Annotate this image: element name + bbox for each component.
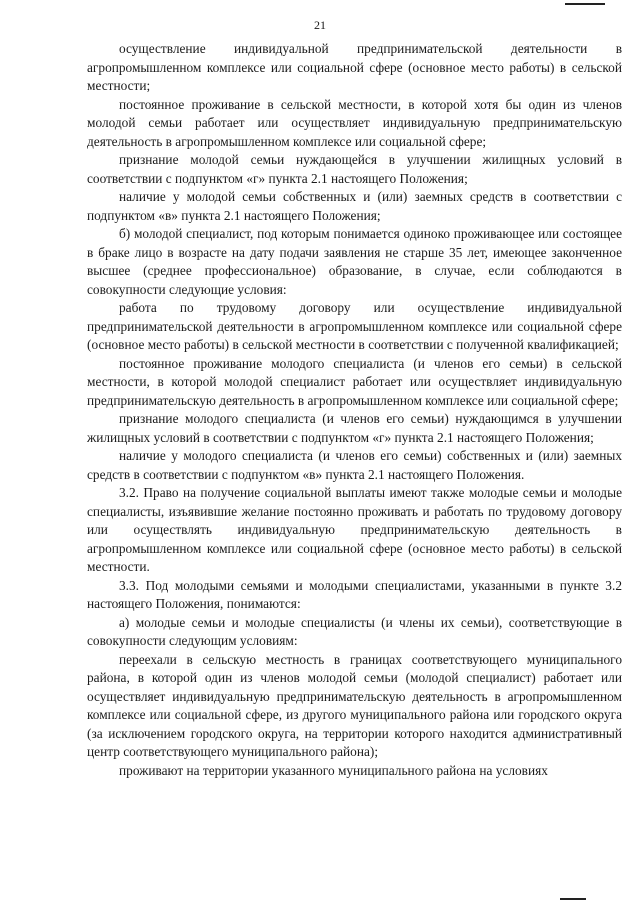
paragraph: признание молодого специалиста (и членов его семьи) нуждающимся в улучшении жилищных условий в соответствии с подпунктом «г» пункта 2.1 настоящего Положения; [87,411,622,445]
document-body [87,40,622,780]
paragraph: постоянное проживание молодого специалиста (и членов его семьи) в сельской местности, в которой молодой специалист работает или осуществляет индивидуальную предпринимательскую деятельность в агропромышленном комплексе или социальной сфере; [87,355,622,408]
paragraph: осуществление индивидуальной предпринимательской деятельности в агропромышленном комплексе или социальной сфере (основное место работы) в сельской местности; [87,41,622,93]
paragraph: наличие у молодой семьи собственных и (или) заемных средств в соответствии с подпунктом «в» пункта 2.1 настоящего Положения; [87,189,622,223]
paragraph: наличие у молодого специалиста (и членов его семьи) собственных и (или) заемных средств в соответствии с подпунктом «в» пункта 2.1 настоящего Положения. [87,448,622,482]
scan-mark [560,898,586,900]
paragraph: работа по трудовому договору или осуществление индивидуальной предпринимательской деятельности в агропромышленном комплексе или социальной сфере (основное место работы) в сельской местности в соответствии с полученной квалификацией; [87,300,622,352]
paragraph: проживают на территории указанного муниципального района на условиях [119,762,548,778]
page-number: 21 [314,18,326,32]
paragraph: 3.2. Право на получение социальной выплаты имеют также молодые семьи и молодые специалисты, изъявившие желание постоянно проживать и работать по трудовому договору или осуществлять индивидуальную предпринимательскую деятельность в агропромышленном комплексе или социальной сфере (основное место работы) в сельской местности. [87,485,622,574]
paragraph: б) молодой специалист, под которым понимается одиноко проживающее или состоящее в браке лицо в возрасте на дату подачи заявления не старше 35 лет, имеющее законченное высшее (среднее профессиональное) образование, в случае, если соблюдаются в совокупности следующие условия: [87,226,622,297]
paragraph: а) молодые семьи и молодые специалисты (и члены их семьи), соответствующие в совокупности следующим условиям: [87,614,622,648]
paragraph: постоянное проживание в сельской местности, в которой хотя бы один из членов молодой семьи работает или осуществляет индивидуальную предпринимательскую деятельность в агропромышленном комплексе или социальной сфере; [87,96,622,149]
scan-mark [565,3,605,5]
paragraph: 3.3. Под молодыми семьями и молодыми специалистами, указанными в пункте 3.2 настоящего Положения, понимаются: [87,577,622,611]
paragraph: переехали в сельскую местность в границах соответствующего муниципального района, в которой один из членов молодой семьи (молодой специалист) работает или осуществляет индивидуальную предпринимательскую деятельность в агропромышленном комплексе или социальной сфере, из другого муниципального района или городского округа (за исключением городского округа, на территории которого находится административный центр соответствующего муниципального района); [87,651,622,759]
paragraph: признание молодой семьи нуждающейся в улучшении жилищных условий в соответствии с подпунктом «г» пункта 2.1 настоящего Положения; [87,152,622,186]
